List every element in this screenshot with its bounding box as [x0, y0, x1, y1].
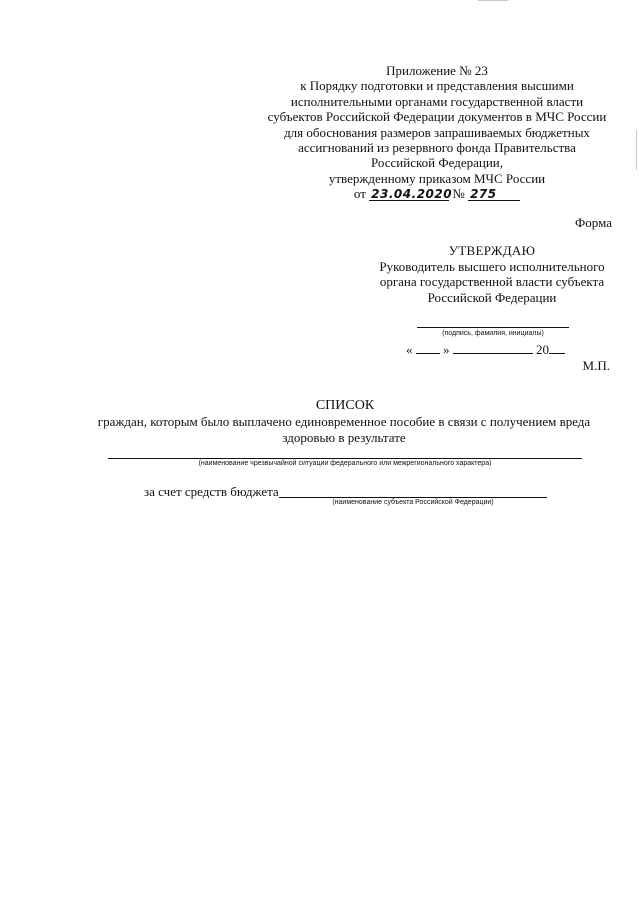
appendix-line: для обоснования размеров запрашиваемых бюджетных [284, 124, 590, 140]
seal-label: М.П. [582, 358, 610, 373]
scan-edge-mark [636, 130, 637, 170]
order-reference [262, 186, 612, 201]
date-open-quote: « [406, 342, 413, 357]
form-label: Форма [575, 215, 612, 230]
list-subtitle [84, 414, 604, 445]
appendix-line: субъектов Российской Федерации документов в МЧС России [267, 109, 607, 125]
appendix-header [262, 63, 612, 202]
emergency-caption: (наименование чрезвычайной ситуации федерального или межрегионального характера) [198, 460, 492, 467]
approval-date-row [406, 342, 586, 358]
signature-caption: (подпись, фамилия, инициалы) [442, 330, 544, 337]
appendix-line: ассигнований из резервного фонда Правительства [298, 140, 576, 156]
order-date-handwritten: 23.04.2020 [371, 187, 453, 202]
appendix-line: исполнительными органами государственной власти [290, 93, 584, 109]
list-subtitle-line: здоровью в результате [282, 429, 406, 445]
signature-line[interactable] [417, 327, 569, 328]
approval-line: Руководитель высшего исполнительного [379, 258, 605, 274]
approval-line: Российской Федерации [427, 289, 557, 305]
budget-subject-field[interactable] [279, 497, 547, 498]
appendix-line: Российской Федерации, [371, 155, 503, 171]
date-close-quote: » [443, 342, 450, 357]
approval-block [362, 243, 622, 305]
day-field[interactable] [416, 342, 440, 354]
appendix-line: Приложение № 23 [386, 63, 488, 78]
emergency-name-field[interactable] [108, 458, 582, 459]
scan-edge-mark [478, 0, 508, 1]
month-field[interactable] [453, 342, 533, 354]
year-field[interactable] [549, 342, 565, 354]
order-number-handwritten: 275 [468, 188, 520, 201]
appendix-line: к Порядку подготовки и представления высшими [300, 78, 574, 94]
list-subtitle-line: граждан, которым было выплачено единовременное пособие в связи с получением вреда [97, 414, 591, 429]
approval-title: УТВЕРЖДАЮ [448, 243, 536, 258]
order-prefix: от [353, 186, 366, 202]
year-prefix: 20 [536, 342, 549, 357]
appendix-line: утвержденному приказом МЧС России [328, 170, 546, 186]
list-title: СПИСОК [315, 398, 375, 413]
approval-line: органа государственной власти субъекта [379, 274, 605, 289]
budget-label: за счет средств бюджета [144, 484, 279, 499]
order-number-sign: № [452, 186, 465, 202]
budget-caption: (наименование субъекта Российской Федерации) [332, 499, 494, 506]
